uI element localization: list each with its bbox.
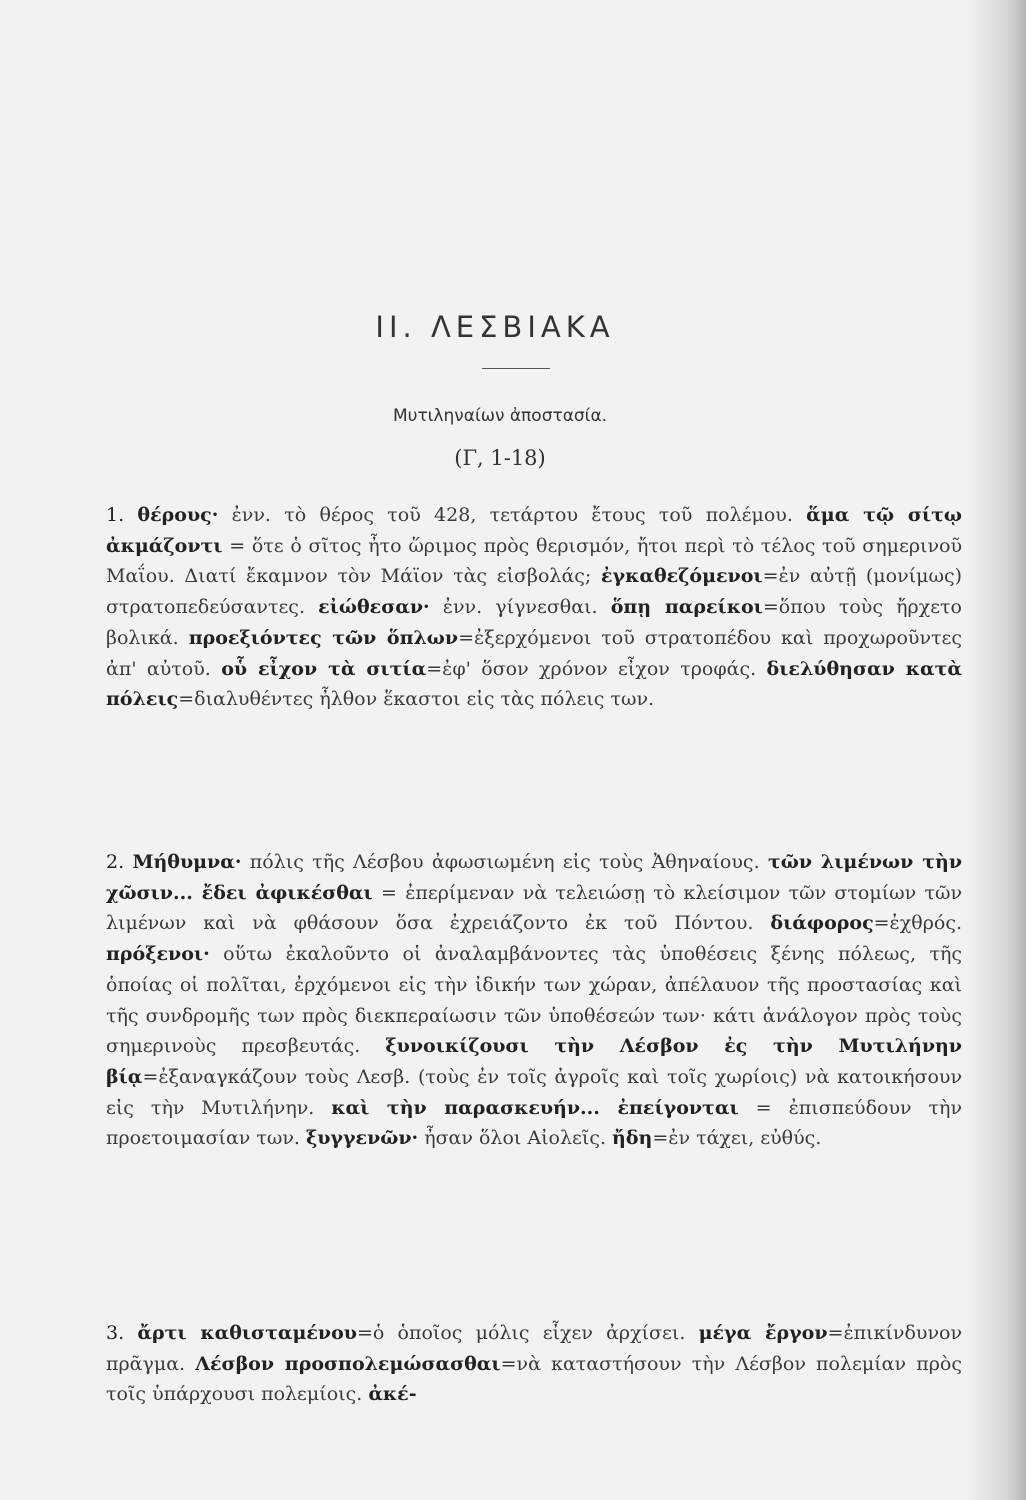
- lemma-term: ἄρτι καθισταμένου: [137, 1322, 357, 1344]
- page-edge-shadow: [966, 0, 1026, 1500]
- commentary-text: = ὅτε ὁ σῖτος ἦτο ὥριμος πρὸς θερισμόν, ἤτοι περὶ τὸ τέλος τοῦ σημερινοῦ Μαΐου. Διατί ἔκαμνον τὸν Μάϊον τὰς εἰσβολάς;: [106, 534, 962, 588]
- commentary-text: =ὅπου τοὺς ἤρχετο βολικά.: [106, 596, 962, 649]
- paragraph-number: 3.: [106, 1322, 138, 1344]
- title-divider: [482, 368, 550, 369]
- commentary-text: = ἐπερίμεναν νὰ τελειώσῃ τὸ κλείσιμον τῶν στομίων τῶν λιμένων καὶ νὰ φθάσουν ὅσα ἐχρειάζοντο ἐκ τοῦ Πόντου.: [106, 881, 963, 935]
- commentary-text: = ἐπισπεύδουν τὴν προετοιμασίαν των.: [106, 1096, 962, 1150]
- chapter-title: ΙΙ. ΛΕΣΒΙΑΚΑ: [375, 310, 615, 344]
- lemma-term: εἰώθεσαν·: [318, 596, 430, 619]
- lemma-term: ἤδη: [612, 1127, 653, 1150]
- paragraph-number: 2.: [106, 851, 133, 873]
- lemma-term: μέγα ἔργον: [698, 1322, 828, 1344]
- section-subtitle: Μυτιληναίων ἀποστασία.: [392, 406, 608, 426]
- commentary-text: οὕτω ἐκαλοῦντο οἱ ἀναλαμβάνοντες τὰς ὑποθέσεις ξένης πόλεως, τῆς ὁποίας οἱ πολῖται, ἐρχόμενοι εἰς τὴν ἰδικήν των χώραν, ἀπέλαυον τῆς προστασίας καὶ τῆς συνδρομῆς των πρὸς διεκπεραίωσιν τῶν ὑποθέσεών των· κάτι ἀνάλογον πρὸς τοὺς σημερινοὺς πρεσβευτάς.: [106, 943, 962, 1058]
- commentary-text: =ἐφ' ὅσον χρόνον εἶχον τροφάς.: [426, 657, 767, 680]
- commentary-text: =ὁ ὁποῖος μόλις εἶχεν ἀρχίσει.: [356, 1322, 699, 1344]
- commentary-text: =νὰ καταστήσουν τὴν Λέσβον πολεμίαν πρὸς τοῖς ὑπάρχουσι πολεμίοις.: [106, 1352, 962, 1406]
- lemma-term: ξυγγενῶν·: [306, 1127, 419, 1150]
- paragraph-number: 1.: [106, 504, 138, 526]
- paragraph-3: [106, 1318, 962, 1410]
- lemma-term: ἀκέ-: [368, 1383, 417, 1406]
- source-reference: (Γ, 1-18): [454, 446, 546, 470]
- lemma-term: ξυνοικίζουσι τὴν Λέσβον ἐς τὴν Μυτιλήνην βίᾳ: [106, 1035, 962, 1088]
- commentary-text: =ἐχθρός.: [873, 912, 962, 935]
- commentary-text: πόλις τῆς Λέσβου ἀφωσιωμένη εἰς τοὺς Ἀθηναίους.: [241, 851, 768, 873]
- lemma-term: Λέσβον προσπολεμώσασθαι: [195, 1352, 501, 1375]
- commentary-text: =ἐν αὐτῇ (μονίμως) στρατοπεδεύσαντες.: [106, 565, 962, 619]
- lemma-term: καὶ τὴν παρασκευήν... ἐπείγονται: [331, 1096, 739, 1119]
- paragraph-2: [106, 847, 962, 1154]
- lemma-term: διελύθησαν κατὰ πόλεις: [106, 657, 962, 711]
- paragraph-1: [106, 500, 962, 715]
- commentary-text: =ἐπικίνδυνον πρᾶγμα.: [106, 1322, 963, 1375]
- commentary-text: ἐνν. τὸ θέρος τοῦ 428, τετάρτου ἔτους τοῦ πολέμου.: [218, 504, 807, 526]
- commentary-text: ἦσαν ὅλοι Αἰολεῖς.: [418, 1127, 613, 1150]
- lemma-term: Μήθυμνα·: [132, 851, 242, 873]
- commentary-text: ἐνν. γίγνεσθαι.: [429, 596, 611, 619]
- lemma-term: ὅπῃ παρείκοι: [610, 596, 763, 619]
- commentary-text: =ἐξερχόμενοι τοῦ στρατοπέδου καὶ προχωροῦντες ἀπ' αὐτοῦ.: [106, 626, 963, 680]
- commentary-text: =ἐν τάχει, εὐθύς.: [652, 1127, 822, 1150]
- lemma-term: ἐγκαθεζόμενοι: [601, 565, 763, 588]
- lemma-term: θέρους·: [137, 504, 219, 526]
- lemma-term: ἅμα τῷ σίτῳ ἀκμάζοντι: [106, 504, 962, 557]
- lemma-term: τῶν λιμένων τὴν χῶσιν... ἔδει ἀφικέσθαι: [106, 851, 962, 904]
- lemma-term: πρόξενοι·: [106, 943, 210, 966]
- lemma-term: προεξιόντες τῶν ὅπλων: [188, 626, 459, 649]
- commentary-text: =διαλυθέντες ἦλθον ἕκαστοι εἰς τὰς πόλεις των.: [178, 688, 655, 711]
- commentary-text: =ἐξαναγκάζουν τοὺς Λεσβ. (τοὺς ἐν τοῖς ἀγροῖς καὶ τοῖς χωρίοις) νὰ κατοικήσουν εἰς τὴν Μυτιλήνην.: [106, 1065, 962, 1119]
- lemma-term: διάφορος: [770, 912, 874, 935]
- lemma-term: οὗ εἶχον τὰ σιτία: [221, 657, 427, 680]
